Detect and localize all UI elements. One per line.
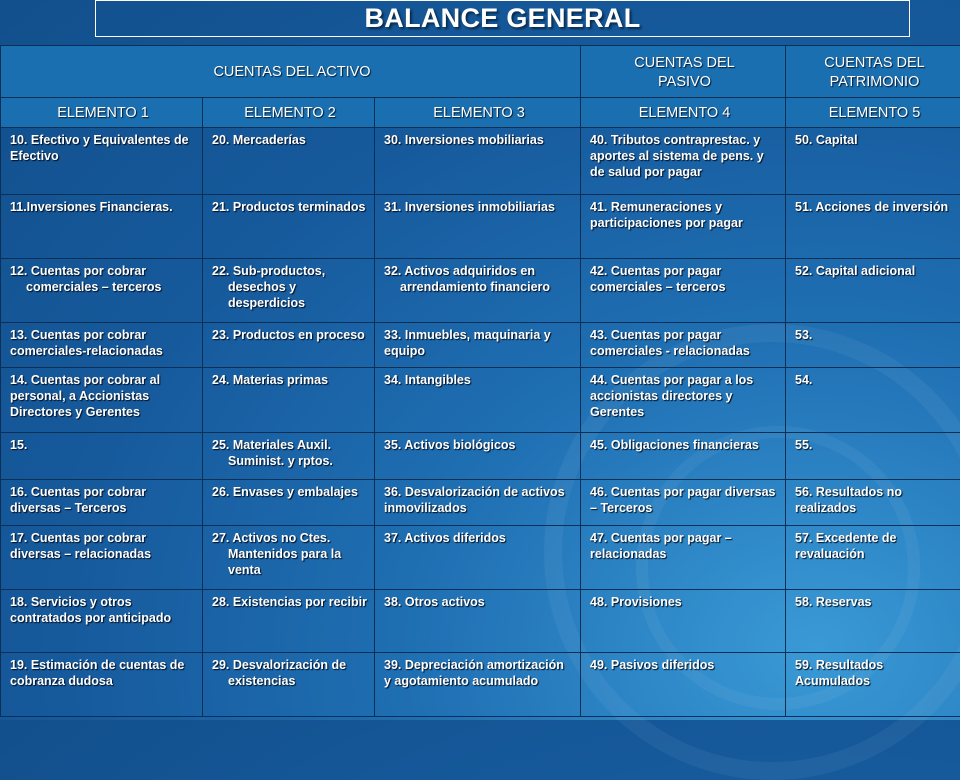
account-label: 11.Inversiones Financieras. [10, 199, 196, 215]
account-label: 14. Cuentas por cobrar al personal, a Accionistas Directores y Gerentes [10, 373, 160, 419]
account-cell [203, 480, 375, 526]
account-label: 33. Inmuebles, maquinaria y equipo [384, 328, 551, 358]
account-cell [786, 259, 960, 323]
account-cell [375, 433, 581, 480]
account-cell [581, 128, 786, 195]
account-cell [786, 480, 960, 526]
account-cell [203, 323, 375, 368]
account-label: 22. Sub-productos, desechos y desperdicios [212, 263, 368, 311]
element-header-row [1, 98, 960, 128]
account-row [1, 195, 960, 259]
account-label: 18. Servicios y otros contratados por anticipado [10, 595, 171, 625]
account-label: 45. Obligaciones financieras [590, 438, 759, 452]
element-header: ELEMENTO 3 [375, 98, 581, 128]
account-cell [581, 480, 786, 526]
account-cell [581, 433, 786, 480]
element-header: ELEMENTO 2 [203, 98, 375, 128]
account-cell [203, 433, 375, 480]
account-cell [203, 590, 375, 653]
account-cell [1, 128, 203, 195]
account-cell [1, 526, 203, 590]
account-row [1, 653, 960, 717]
account-label: 50. Capital [795, 133, 858, 147]
account-cell [203, 195, 375, 259]
account-cell [375, 259, 581, 323]
account-label: 25. Materiales Auxil. Suminist. y rptos. [212, 437, 368, 469]
account-label: 47. Cuentas por pagar – relacionadas [590, 531, 732, 561]
account-label: 12. Cuentas por cobrar comerciales – terceros [10, 263, 196, 295]
account-row [1, 480, 960, 526]
account-cell [581, 526, 786, 590]
account-cell [1, 368, 203, 433]
account-cell [203, 368, 375, 433]
account-label: 55. [795, 438, 812, 452]
account-label: 39. Depreciación amortización y agotamiento acumulado [384, 658, 564, 688]
account-label: 16. Cuentas por cobrar diversas – Terceros [10, 485, 146, 515]
element-header: ELEMENTO 1 [1, 98, 203, 128]
account-label: 35. Activos biológicos [384, 438, 516, 452]
account-cell [786, 526, 960, 590]
header-pasivo [581, 46, 786, 98]
account-label: 56. Resultados no realizados [795, 485, 902, 515]
balance-table [0, 45, 960, 717]
account-cell [375, 128, 581, 195]
account-label: 17. Cuentas por cobrar diversas – relacionadas [10, 531, 151, 561]
account-cell [786, 128, 960, 195]
account-row [1, 368, 960, 433]
account-label: 51. Acciones de inversión [795, 200, 948, 214]
account-cell [375, 480, 581, 526]
account-label: 32. Activos adquiridos en arrendamiento financiero [384, 263, 574, 295]
account-row [1, 259, 960, 323]
header-activo: CUENTAS DEL ACTIVO [1, 46, 581, 98]
account-label: 46. Cuentas por pagar diversas – Terceros [590, 485, 776, 515]
account-label: 41. Remuneraciones y participaciones por pagar [590, 200, 743, 230]
account-cell [581, 259, 786, 323]
account-cell [581, 323, 786, 368]
page-title: BALANCE GENERAL [364, 3, 640, 34]
account-label: 29. Desvalorización de existencias [212, 657, 368, 689]
account-label: 19. Estimación de cuentas de cobranza dudosa [10, 658, 184, 688]
account-label: 37. Activos diferidos [384, 531, 506, 545]
account-label: 44. Cuentas por pagar a los accionistas directores y Gerentes [590, 373, 753, 419]
account-label: 36. Desvalorización de activos inmovilizados [384, 485, 565, 515]
account-cell [581, 368, 786, 433]
account-cell [786, 323, 960, 368]
account-cell [1, 590, 203, 653]
account-label: 30. Inversiones mobiliarias [384, 132, 574, 148]
account-label: 28. Existencias por recibir [212, 594, 368, 610]
account-rows [1, 128, 960, 717]
account-cell [786, 195, 960, 259]
account-row [1, 433, 960, 480]
account-label: 34. Intangibles [384, 373, 471, 387]
account-cell [375, 653, 581, 717]
account-label: 23. Productos en proceso [212, 327, 368, 343]
account-cell [375, 526, 581, 590]
group-header-row [1, 46, 960, 98]
account-label: 21. Productos terminados [212, 199, 368, 215]
account-label: 20. Mercaderías [212, 133, 306, 147]
header-pasivo-label: CUENTAS DEL PASIVO [625, 54, 745, 92]
header-patrimonio [786, 46, 960, 98]
account-cell [375, 323, 581, 368]
account-label: 10. Efectivo y Equivalentes de Efectivo [10, 133, 189, 163]
element-header: ELEMENTO 5 [786, 98, 960, 128]
account-cell [1, 653, 203, 717]
account-label: 57. Excedente de revaluación [795, 531, 896, 561]
element-header: ELEMENTO 4 [581, 98, 786, 128]
account-label: 24. Materias primas [212, 373, 328, 387]
account-label: 52. Capital adicional [795, 264, 915, 278]
account-label: 54. [795, 373, 812, 387]
account-label: 58. Reservas [795, 595, 871, 609]
account-cell [375, 195, 581, 259]
account-row [1, 323, 960, 368]
account-label: 15. [10, 438, 27, 452]
account-row [1, 590, 960, 653]
account-cell [203, 128, 375, 195]
title-box [95, 0, 910, 37]
account-cell [581, 195, 786, 259]
account-label: 48. Provisiones [590, 595, 682, 609]
account-cell [375, 590, 581, 653]
account-label: 31. Inversiones inmobiliarias [384, 199, 574, 215]
account-label: 59. Resultados Acumulados [795, 658, 883, 688]
account-cell [786, 653, 960, 717]
account-label: 26. Envases y embalajes [212, 484, 368, 500]
account-cell [375, 368, 581, 433]
account-label: 43. Cuentas por pagar comerciales - relacionadas [590, 328, 750, 358]
account-row [1, 526, 960, 590]
account-label: 40. Tributos contraprestac. y aportes al sistema de pens. y de salud por pagar [590, 133, 764, 179]
account-cell [581, 653, 786, 717]
account-label: 13. Cuentas por cobrar comerciales-relacionadas [10, 328, 163, 358]
account-cell [1, 259, 203, 323]
account-label: 42. Cuentas por pagar comerciales – terceros [590, 264, 726, 294]
account-cell [786, 433, 960, 480]
account-label: 38. Otros activos [384, 595, 485, 609]
account-cell [581, 590, 786, 653]
account-cell [786, 368, 960, 433]
account-cell [1, 323, 203, 368]
account-cell [1, 480, 203, 526]
account-label: 49. Pasivos diferidos [590, 658, 714, 672]
account-cell [203, 526, 375, 590]
account-label: 27. Activos no Ctes. Mantenidos para la venta [212, 530, 368, 578]
account-cell [203, 259, 375, 323]
account-label: 53. [795, 328, 812, 342]
header-patrimonio-label: CUENTAS DEL PATRIMONIO [810, 54, 940, 92]
account-cell [1, 195, 203, 259]
account-cell [1, 433, 203, 480]
account-cell [786, 590, 960, 653]
account-cell [203, 653, 375, 717]
account-row [1, 128, 960, 195]
